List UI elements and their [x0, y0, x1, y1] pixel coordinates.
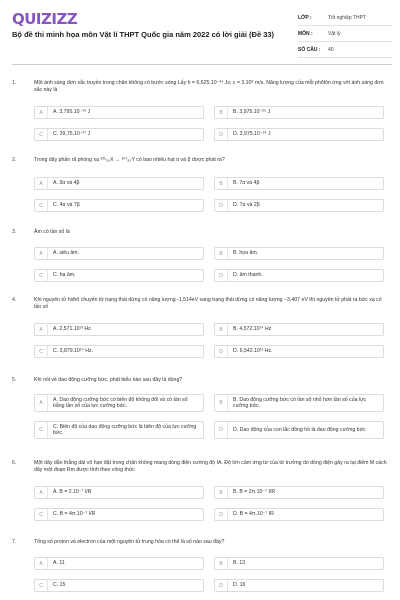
option-text: B. 4,572.10¹⁴ Hz. — [233, 326, 273, 333]
option-text: C. Biên độ của dao động cưỡng bức là biên độ của lực cưỡng bức. — [53, 423, 197, 436]
option-text: C. 39,75.10⁻²⁷ J — [53, 131, 91, 138]
question-text: Âm có tần số là — [34, 229, 70, 235]
option-text: A. B = 2.10⁻⁷ I/R — [53, 489, 92, 496]
option-d[interactable] — [214, 199, 384, 212]
option-letter: B — [215, 107, 228, 118]
meta-row-subject — [298, 26, 392, 42]
option-letter: A — [35, 487, 48, 498]
option-d[interactable] — [214, 508, 384, 521]
option-letter: A — [35, 248, 48, 259]
option-text: C. 15 — [53, 582, 66, 589]
option-b[interactable] — [214, 106, 384, 119]
option-d[interactable] — [214, 269, 384, 282]
question-number: 7. — [12, 539, 17, 545]
option-b[interactable] — [214, 177, 384, 190]
meta-key: SỐ CÂU : — [298, 46, 321, 53]
option-text: B. B = 2π.10⁻⁷ I/R — [233, 489, 276, 496]
option-text: D. 6,542.10¹² Hz. — [233, 348, 273, 355]
option-text: B. 13 — [233, 560, 246, 567]
question-text: Tổng số proton và electron của một nguyên tử trung hòa có thể là số nào sau đây? — [34, 539, 225, 545]
option-text: B. 7α và 4β — [233, 180, 260, 187]
question-number: 1. — [12, 80, 17, 86]
option-letter: A — [35, 107, 48, 118]
option-letter: A — [35, 395, 48, 411]
option-text: D. 3,975.10⁻¹⁹ J — [233, 131, 271, 138]
option-c[interactable] — [34, 508, 204, 521]
option-d[interactable] — [214, 345, 384, 358]
quizizz-logo: QUIZIZZ — [12, 10, 78, 28]
meta-key: LỚP : — [298, 14, 312, 21]
question-text: Khi nguyên tử hiđrô chuyển từ trạng thái dừng có năng lượng -1,514eV sang trạng thái dừng có năng lượng −3,407 eV thì nguyên tử phát ra bức xạ có tần số — [34, 297, 382, 310]
option-d[interactable] — [214, 421, 384, 439]
option-letter: A — [35, 324, 48, 335]
option-b[interactable] — [214, 323, 384, 336]
option-letter: C — [35, 270, 48, 281]
option-b[interactable] — [214, 394, 384, 412]
option-text: B. họa âm. — [233, 250, 259, 257]
option-letter: B — [215, 248, 228, 259]
option-letter: C — [35, 422, 48, 438]
option-letter: D — [215, 200, 228, 211]
option-letter: C — [35, 129, 48, 140]
option-letter: C — [35, 580, 48, 591]
option-b[interactable] — [214, 247, 384, 260]
option-letter: D — [215, 129, 228, 140]
option-c[interactable] — [34, 579, 204, 592]
question-text: Một ánh sáng đơn sắc truyền trong chân không có bước sóng Lấy h = 6,625.10⁻³⁴ Js; c = 3.10⁸ m/s. Năng lượng của mỗi phôtôn ứng với ánh sáng đơn sắc này là — [34, 80, 384, 93]
option-letter: D — [215, 270, 228, 281]
option-text: D. B = 4π.10⁻⁷ IR — [233, 511, 274, 518]
option-letter: D — [215, 509, 228, 520]
option-a[interactable] — [34, 394, 204, 412]
option-letter: B — [215, 558, 228, 569]
option-letter: D — [215, 580, 228, 591]
option-letter: D — [215, 422, 228, 438]
option-c[interactable] — [34, 269, 204, 282]
option-letter: C — [35, 509, 48, 520]
option-d[interactable] — [214, 128, 384, 141]
meta-value: 40 — [328, 46, 334, 53]
option-text: A. Dao động cưỡng bức có biên độ không đổi và có tần số bằng tần số của lực cưỡng bức. — [53, 396, 188, 409]
option-a[interactable] — [34, 486, 204, 499]
option-text: D. âm thanh. — [233, 272, 263, 279]
question-number: 6. — [12, 460, 17, 466]
option-text: B. 3,975.10⁻²⁵ J — [233, 109, 271, 116]
option-a[interactable] — [34, 247, 204, 260]
option-letter: B — [215, 487, 228, 498]
header-divider — [12, 64, 392, 65]
option-a[interactable] — [34, 177, 204, 190]
option-b[interactable] — [214, 557, 384, 570]
question-text: Khi nói về dao động cưỡng bức, phát biểu nào sau đây là đúng? — [34, 377, 183, 383]
option-text: A. 11 — [53, 560, 65, 567]
option-c[interactable] — [34, 421, 204, 439]
meta-key: MÔN : — [298, 30, 313, 37]
option-c[interactable] — [34, 199, 204, 212]
option-a[interactable] — [34, 106, 204, 119]
option-text: A. 3,795.10⁻¹⁹ J — [53, 109, 91, 116]
option-c[interactable] — [34, 128, 204, 141]
option-letter: B — [215, 395, 228, 411]
option-letter: C — [35, 200, 48, 211]
meta-row-class — [298, 10, 392, 26]
meta-value: Tốt nghiệp THPT — [328, 14, 366, 21]
meta-value: Vật lý — [328, 30, 341, 37]
option-d[interactable] — [214, 579, 384, 592]
option-text: D. Dao động của con lắc đồng hồ là dao động cưỡng bức — [233, 426, 366, 433]
question-number: 4. — [12, 297, 17, 303]
option-letter: D — [215, 346, 228, 357]
option-b[interactable] — [214, 486, 384, 499]
option-text: C. hạ âm. — [53, 272, 76, 279]
page-title: Bộ đề thi minh họa môn Vật lí THPT Quốc gia năm 2022 có lời giải (Đề 33) — [12, 30, 275, 39]
option-text: B. Dao động cưỡng bức có tần số nhỏ hơn tần số của lực cưỡng bức. — [233, 396, 367, 409]
option-text: C. 3,879.10¹⁴ Hz. — [53, 348, 94, 355]
option-text: A. 2,571.10¹³ Hz. — [53, 326, 93, 333]
option-letter: A — [35, 558, 48, 569]
option-letter: B — [215, 324, 228, 335]
question-text: Trong dãy phân rã phóng xạ ²³⁵₉₂X → ²⁰⁷₈₂Y có bao nhiêu hạt α và β được phát ra? — [34, 157, 225, 163]
option-letter: A — [35, 178, 48, 189]
question-text: Một dây dẫn thẳng dài vô hạn đặt trong chân không mang dòng điện cường độ IA. Độ lớn cảm ứng từ của từ trường do dòng điện gây ra tại điểm M cách dây một đoạn Rm được tính theo công thức — [34, 460, 387, 473]
option-text: D. 7α và 2β — [233, 202, 260, 209]
option-text: C. B = 4π.10⁻⁷ I/R — [53, 511, 96, 518]
option-letter: C — [35, 346, 48, 357]
meta-table — [298, 10, 392, 58]
option-letter: B — [215, 178, 228, 189]
option-text: A. siêu âm. — [53, 250, 79, 257]
option-text: D. 16 — [233, 582, 246, 589]
question-number: 3. — [12, 229, 17, 235]
option-text: C. 4α và 7β — [53, 202, 80, 209]
option-text: A. 3α và 4β — [53, 180, 80, 187]
option-c[interactable] — [34, 345, 204, 358]
question-number: 2. — [12, 157, 17, 163]
question-number: 5. — [12, 377, 17, 383]
option-a[interactable] — [34, 557, 204, 570]
option-a[interactable] — [34, 323, 204, 336]
meta-row-count — [298, 42, 392, 58]
